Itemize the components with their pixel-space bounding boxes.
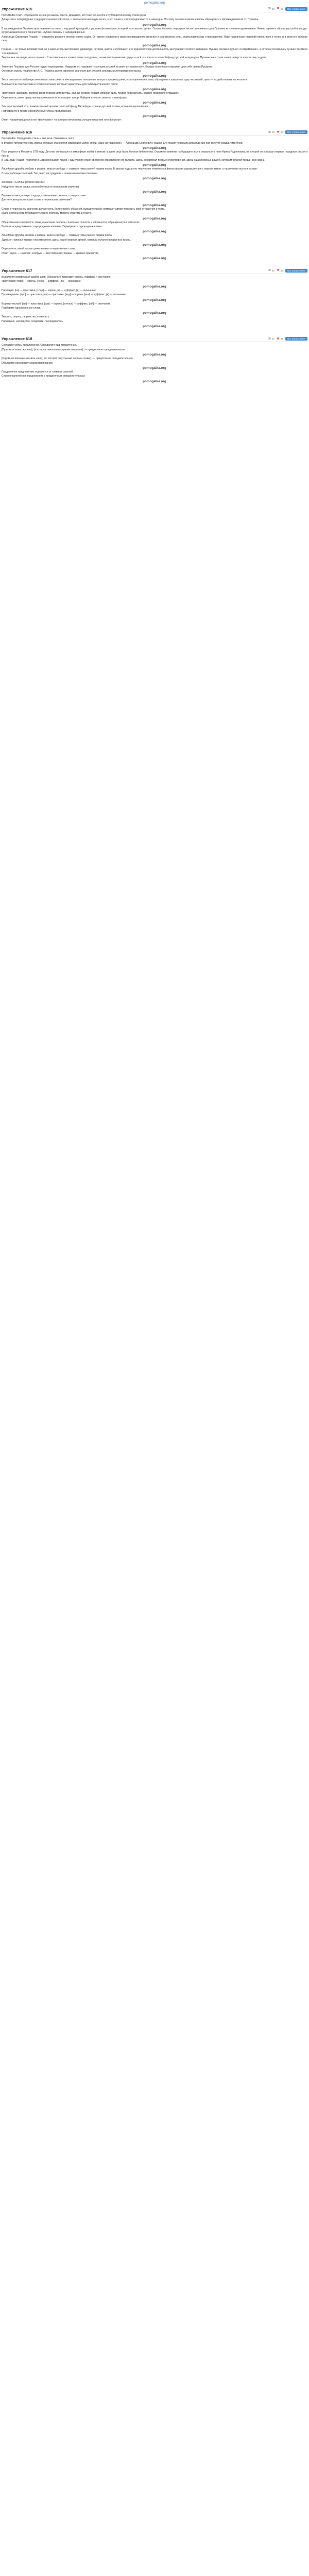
- exercise-header: [2, 129, 307, 135]
- likes-count: 37: [281, 131, 284, 134]
- exercise-paragraph: Какие особенности публицистического стиля вы можете отметить в тексте?: [2, 212, 93, 215]
- exercise-body: [2, 137, 307, 261]
- site-name[interactable]: pomogalka.org: [144, 2, 165, 5]
- like-button[interactable]: [277, 337, 283, 341]
- watermark-text: pomogalka.org: [143, 163, 166, 167]
- watermark-text: pomogalka.org: [143, 44, 166, 48]
- views-count: 40: [271, 131, 275, 134]
- exercise-paragraph: Лицейская дружба, любовь к родине, вера в свободу — главные темы ранней лирики поэта. В зрелые годы в его творчестве появляются философские размышления о смысле жизни, о назначении поэта и поэзии.: [2, 167, 258, 171]
- exercise-actions: [268, 337, 307, 341]
- exercise-paragraph: Пушкин — не только великий поэт, но и замечательный прозаик, драматург, историк, критик и публицист. Его журналистская деятельность заслуживает особого внимания. Пушкин основал журнал «Современник», в котором печатались лучшие писатели того времени.: [2, 48, 307, 55]
- watermark-text: pomogalka.org: [143, 284, 166, 289]
- exercise-paragraph: Основная мысль: творчество А. С. Пушкина имеет огромное значение для русской культуры и литературного языка.: [2, 70, 142, 73]
- watermark-text: pomogalka.org: [143, 243, 166, 247]
- site-header[interactable]: [0, 0, 309, 6]
- exercise-title: Упражнение 616: [2, 130, 32, 135]
- watermark-text: pomogalka.org: [143, 101, 166, 105]
- watermark-text: pomogalka.org: [143, 177, 166, 181]
- watermark-text: pomogalka.org: [143, 88, 166, 92]
- eye-icon: [268, 268, 271, 273]
- exercise-paragraph: Прочитайте текст. Определите основную мысль текста. Докажите, что текст относится к публицистическому стилю речи.: [2, 14, 147, 17]
- exercise-header: [2, 336, 307, 342]
- exercise-actions: [268, 130, 307, 134]
- exercise-paragraph: Творческое наследие поэта огромно. Стихотворения и поэмы, повести и драмы, сказки и исторические труды — всё это вошло в золотой фонд русской литературы. Пушкинские строки знают наизусть и взрослые, и дети.: [2, 56, 267, 60]
- likes-count: 31: [281, 269, 284, 272]
- exercise-paragraph: [Огромное влияние оказала няня], (от которой он услышал первые сказки). — придаточное определительное.: [2, 357, 134, 361]
- exercise-paragraph: Наследие: [на] — приставка, [след] — корень, [и] — суффикс, [е] — окончание.: [2, 289, 97, 292]
- eye-icon: [268, 130, 271, 134]
- likes-count: 28: [281, 337, 284, 341]
- all-exercises-link[interactable]: Все упражнения: [285, 269, 307, 273]
- exercise-paragraph: Выпишите предложения с однородными членами. Подчеркните однородные члены.: [2, 225, 102, 228]
- exercise-title: Упражнение 617: [2, 268, 32, 273]
- watermark-text: pomogalka.org: [143, 257, 166, 261]
- watermark-text: pomogalka.org: [143, 216, 166, 221]
- exercise-header: [2, 268, 307, 274]
- exercise-paragraph: Творческое наследие, золотой фонд русской литературы, солнце русской поэзии, великая сила, трудно переоценить, каждое поколение открывает.: [2, 92, 179, 95]
- exercise-paragraph: Значение Пушкина для России трудно переоценить. Недаром его называют «солнцем русской поэзии» и «нашим всё». Каждое поколение открывает для себя своего Пушкина.: [2, 65, 213, 69]
- exercise-title: Упражнение 615: [2, 6, 32, 11]
- exercise-block: [0, 6, 309, 122]
- exercise-paragraph: Придаточное предложение отделяется от главного запятой.: [2, 370, 74, 374]
- watermark-text: pomogalka.org: [143, 298, 166, 302]
- exercise-paragraph: Александр Сергеевич Пушкин — создатель русского литературного языка. Он смело соединил в своих произведениях книжную и разговорную речь, старославянизмы и просторечие. Язык пушкинских творений прост, ясен и точен, и в этом его великая сила.: [2, 35, 307, 43]
- exercise-paragraph: Сложноподчинённое предложение с придаточным определительным.: [2, 375, 85, 378]
- like-button[interactable]: [277, 130, 283, 134]
- exercise-paragraph: Определите, какой частью речи являются выделенные слова.: [2, 247, 76, 251]
- watermark-text: pomogalka.org: [143, 190, 166, 194]
- views-counter: [268, 268, 274, 273]
- heart-icon: [277, 130, 280, 134]
- views-counter: [268, 337, 274, 341]
- heart-icon: [277, 7, 280, 11]
- like-button[interactable]: [277, 7, 283, 11]
- exercise-paragraph: Выполните морфемный разбор слов. Обозначьте приставку, корень, суффикс и окончание.: [2, 276, 111, 279]
- heart-icon: [277, 268, 280, 273]
- exercise-paragraph: Наследник, наследство, следовать, последователь.: [2, 319, 64, 323]
- watermark-text: pomogalka.org: [143, 230, 166, 234]
- exercise-paragraph: Поэт родился в Москве в 1799 году. Детство его прошло в атмосфере любви к книгам: в доме отца была богатая библиотека. Огромное влияние на будущего поэта оказала его няня Арина Родионовна, от которой он услышал первые народные сказки и песни.: [2, 150, 307, 158]
- watermark-text: pomogalka.org: [143, 353, 166, 357]
- watermark-text: pomogalka.org: [143, 379, 166, 383]
- exercise-block: [0, 129, 309, 261]
- likes-count: 57: [281, 7, 284, 10]
- views-count: 37: [271, 269, 275, 272]
- eye-icon: [268, 7, 271, 11]
- views-count: 49: [271, 7, 275, 10]
- watermark-text: pomogalka.org: [143, 114, 166, 118]
- watermark-text: pomogalka.org: [143, 203, 166, 207]
- all-exercises-link[interactable]: Все упражнения: [285, 337, 307, 341]
- watermark-text: pomogalka.org: [143, 74, 166, 78]
- exercise-paragraph: В русской литературе есть имена, которые становятся символами целой эпохи. Одно из таких имён — Александр Сергеевич Пушкин. Его поэзия пережила века и до сих пор волнует сердца читателей.: [2, 141, 243, 145]
- exercise-paragraph: Творить, творец, творчество, сотворить.: [2, 315, 50, 319]
- exercise-paragraph: Произведение: [про] — приставка, [из] — приставка, [вед] — корень, [ени] — суффикс, [е] — окончание.: [2, 293, 127, 297]
- watermark-text: pomogalka.org: [143, 146, 166, 150]
- watermark-text: pomogalka.org: [143, 61, 166, 65]
- exercise-paragraph: Дискуссия о литературных традициях пушкинской эпохи, о творческом наследии поэта, о его языке и стиле продолжается в наши дни. Поэтому так важно вновь и вновь обращаться к произведениям А. С. Пушкина.: [2, 18, 259, 22]
- watermark-text: pomogalka.org: [143, 311, 166, 315]
- exercise-paragraph: Определите, какие средства выразительности использует автор. Найдите в тексте эпитеты и метафоры.: [2, 96, 128, 99]
- like-button[interactable]: [277, 268, 283, 273]
- views-counter: [268, 7, 274, 11]
- exercise-header: [2, 6, 307, 12]
- exercise-paragraph: Текст относится к публицистическому стилю речи: в нём выражено отношение автора к предмету речи, есть оценочные слова, обращение к широкому кругу читателей, цель — воздействовать на читателя.: [2, 78, 248, 82]
- exercise-paragraph: Эпитеты: великий поэт, замечательный прозаик, золотой фонд. Метафоры: солнце русской поэзии, источник вдохновения.: [2, 105, 149, 109]
- exercise-paragraph: В 1811 году Пушкин поступил в Царскосельский лицей. Годы учения стали временем становления его таланта. Здесь он написал первые стихотворения, здесь нашёл верных друзей, которым остался предан всю жизнь.: [2, 158, 265, 162]
- exercise-paragraph: Ответ: здесь — наречие; которым — местоимение; предан — краткое причастие.: [2, 251, 99, 255]
- exercise-paragraph: Подчеркните в тексте обособленные члены предложения.: [2, 109, 72, 113]
- exercise-body: [2, 14, 307, 122]
- heart-icon: [277, 337, 280, 341]
- exercise-body: [2, 276, 307, 329]
- exercise-paragraph: Слова в переносном значении делают речь более яркой, образной, выразительной; помогают автору передать своё отношение к поэту.: [2, 207, 165, 211]
- exercise-paragraph: Найдите в тексте слова, употреблённые в переносном значении.: [2, 185, 80, 189]
- all-exercises-link[interactable]: Все упражнения: [285, 130, 307, 134]
- exercise-block: [0, 268, 309, 329]
- exercise-paragraph: В произведениях Пушкина прослеживается связь с народной культурой, с русским фольклором, который поэт высоко ценил. Сказки, былины, народные песни становились для Пушкина источником вдохновения. Имена героев и образы русской природы, встречающиеся в его творчестве, глубоко связаны с народной речью.: [2, 27, 307, 35]
- eye-icon: [268, 337, 271, 341]
- watermark-text: pomogalka.org: [143, 366, 166, 370]
- exercise-paragraph: Составьте схемы предложений. Определите вид придаточных.: [2, 344, 77, 347]
- exercise-list: [0, 6, 309, 384]
- exercise-paragraph: Пережила века, волнует сердца, становление таланта, солнце поэзии.: [2, 194, 87, 197]
- views-counter: [268, 130, 274, 134]
- exercise-paragraph: Стиль: публицистический. Тип речи: рассуждение с элементами повествования.: [2, 172, 98, 175]
- watermark-text: pomogalka.org: [143, 325, 166, 329]
- exercise-paragraph: Ответ: <встречающиеся в его творчестве>; <в котором печатались лучшие писатели того времени>.: [2, 118, 122, 122]
- exercise-actions: [268, 7, 307, 11]
- exercise-paragraph: Лицейская дружба, любовь к родине, вера в свободу — главные темы ранней лирики поэта.: [2, 234, 113, 238]
- exercise-paragraph: Здесь он написал первые стихотворения, здесь нашёл верных друзей, которым остался предан всю жизнь.: [2, 238, 131, 242]
- exercise-actions: [268, 268, 307, 273]
- exercise-paragraph: Объясните постановку знаков препинания.: [2, 361, 54, 365]
- exercise-title: Упражнение 618: [2, 336, 32, 342]
- exercise-paragraph: Заглавие: «Солнце русской поэзии».: [2, 181, 46, 184]
- exercise-paragraph: Выпишите из текста слова и словосочетания, которые характерны для публицистического стиля.: [2, 82, 118, 86]
- exercise-paragraph: [Пушкин основал журнал], (в котором печатались лучшие писатели). — придаточное определительное.: [2, 348, 126, 351]
- exercise-paragraph: Для чего автор использует слова в переносном значении?: [2, 198, 72, 202]
- exercise-body: [2, 344, 307, 383]
- exercise-paragraph: Подберите однокоренные слова.: [2, 307, 41, 310]
- exercise-paragraph: Творческий: [твор] — корень, [ческ] — суффикс, [ий] — окончание.: [2, 280, 81, 283]
- all-exercises-link[interactable]: Все упражнения: [285, 7, 307, 11]
- exercise-block: [0, 336, 309, 383]
- exercise-paragraph: Выразительный: [вы] — приставка, [раз] — корень, [ительн] — суффикс, [ый] — окончание.: [2, 302, 111, 306]
- watermark-text: pomogalka.org: [143, 23, 166, 27]
- exercise-paragraph: Прочитайте. Определите стиль и тип речи. Озаглавьте текст.: [2, 137, 75, 141]
- views-count: 31: [271, 337, 275, 341]
- exercise-paragraph: Общественная значимость темы, оценочная лексика, сочетание точности и образности, обращённость к читателю.: [2, 221, 140, 224]
